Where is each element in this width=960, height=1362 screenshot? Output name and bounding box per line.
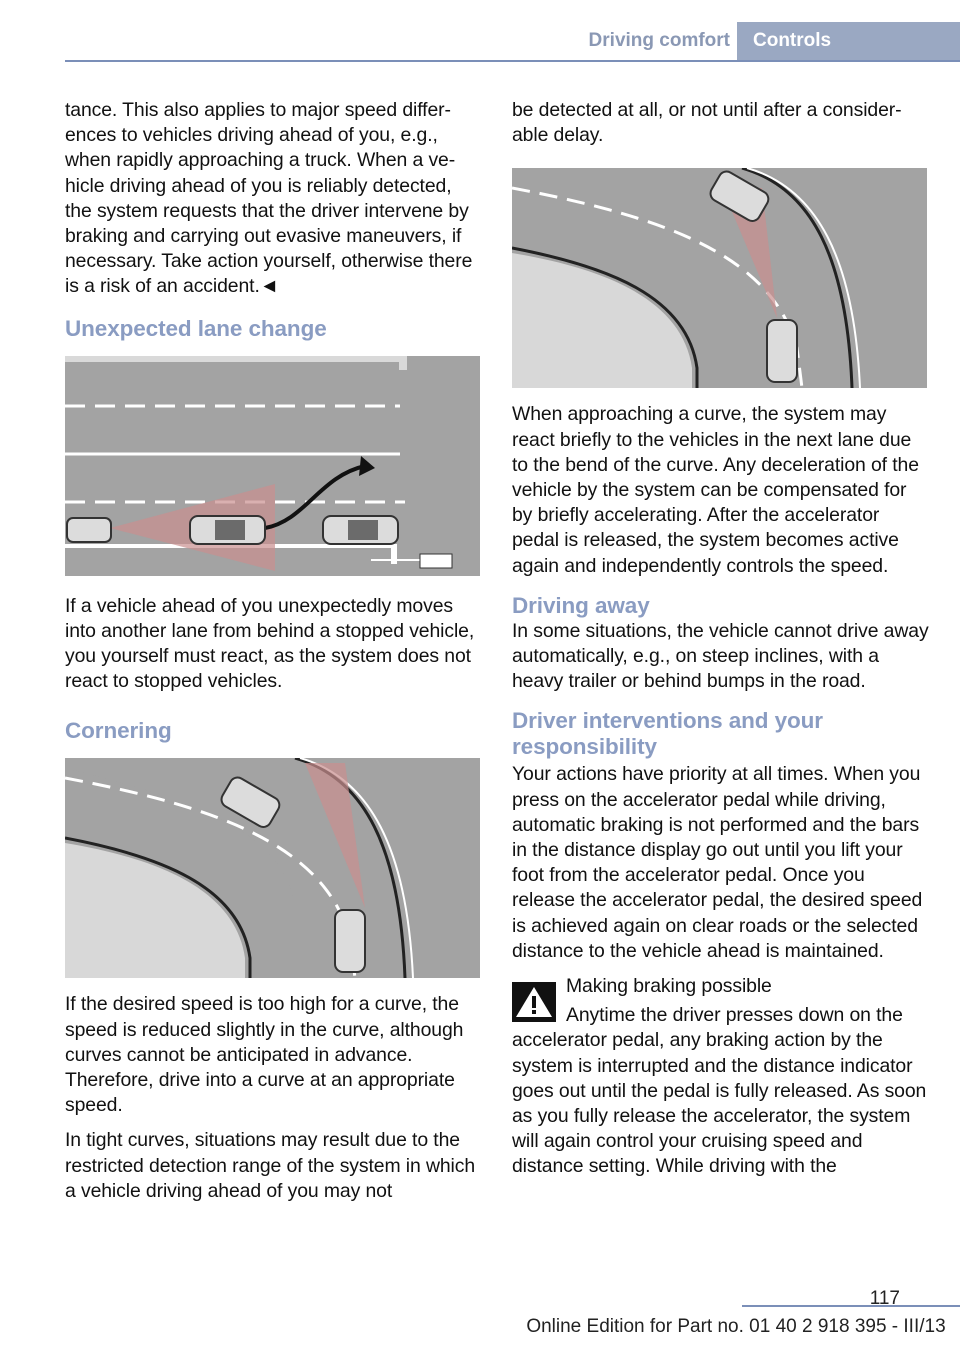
header-chapter-tab[interactable]: Controls [737,22,960,60]
right-paragraph-2: When approaching a curve, the system may react briefly to the vehicles in the next lane due to the bend of the curve. Any deceleration of the vehicle by the system can be compensated for by briefly accelerating. After the accelerator pedal is released, the system becomes active again and independently controls the speed. [512,403,919,577]
left-column [65,98,483,1214]
header-rule [65,60,960,62]
warning-title: Making braking possible [566,975,772,998]
left-paragraph-1: tance. This also applies to major speed differences to vehicles driving ahead of you, e.g., when rapidly approaching a truck. When a vehicle driving ahead of you is reliably detected, the system requests that the driver intervene by braking and carrying out evasive maneuvers, if necessary. Take action yourself, otherwise there is a risk of an accident.◄ [65,99,473,298]
warning-body: Anytime the driver presses down on the accelerator pedal, any braking action by the system is interrupted and the distance indicator goes out until the pedal is fully released. As soon as you fully release the accelerator, the system will again control your cruising speed and distance setting. While driving with the [512,1004,927,1178]
heading-cornering: Cornering [65,718,172,744]
left-paragraph-2: If a vehicle ahead of you unexpectedly moves into another lane from behind a stopped vehicle, you yourself must react, as the system does not react to stopped vehicles. [65,594,475,693]
right-column [512,98,930,1190]
footer-edition: Online Edition for Part no. 01 40 2 918 395 - III/13 [526,1316,946,1337]
heading-driver-interventions: Driver interventions and your responsibility [512,708,823,760]
header-section: Driving comfort [588,30,730,51]
page-number: 117 [869,1288,900,1309]
right-paragraph-1: be detected at all, or not until after a considerable delay. [512,99,902,147]
right-paragraph-4: Your actions have priority at all times. When you press on the accelerator pedal while driving, automatic braking is not performed and the bars in the distance display go out until you lift your foot from the accelerator pedal. Once you release the accelerator pedal, the desired speed is achieved again on clear roads or the selected distance to the vehicle ahead is maintained. [512,763,923,962]
heading-unexpected-lane-change: Unexpected lane change [65,315,327,341]
warning-triangle-icon [512,982,556,1022]
heading-driving-away: Driving away [512,592,650,618]
left-paragraph-4: In tight curves, situations may result due to the restricted detection range of the system in which a vehicle driving ahead of you may not [65,1129,476,1202]
cornering-illustration-left [65,758,480,978]
left-paragraph-3: If the desired speed is too high for a curve, the speed is reduced slightly in the curve, although curves cannot be anticipated in advance. Therefore, drive into a curve at an appropriate speed. [65,993,464,1117]
cornering-illustration-right [512,168,927,388]
right-paragraph-3: In some situations, the vehicle cannot drive away automatically, e.g., on steep inclines, with a heavy trailer or behind bumps in the road. [512,619,929,693]
warning-box [512,974,930,1180]
lane-change-illustration [65,356,480,576]
